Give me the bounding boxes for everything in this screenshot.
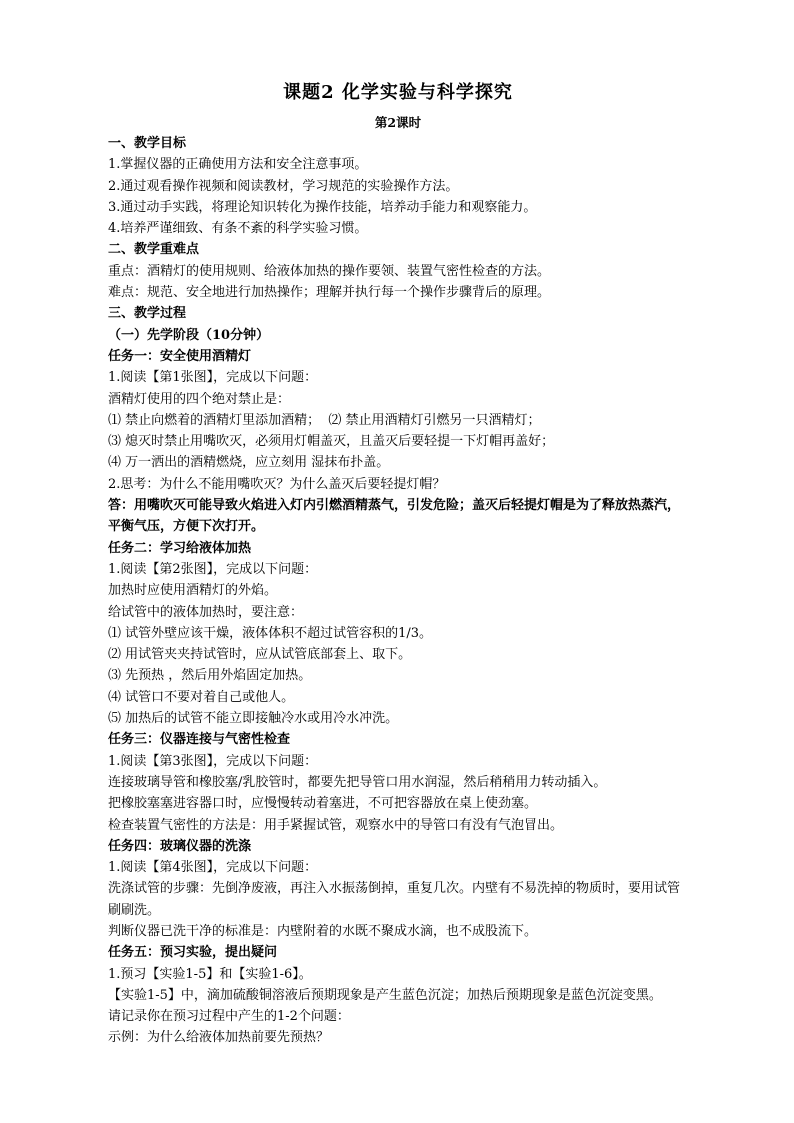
task3-read: 1.阅读【第3张图】，完成以下问题： [108, 753, 318, 769]
task5-expectation: 【实验1-5】中，滴加硫酸铜溶液后预期现象是产生蓝色沉淀；加热后预期现象是蓝色沉淀变黑。 [108, 987, 662, 1003]
task2-item: ⑵ 用试管夹夹持试管时，应从试管底部套上、取下。 [108, 647, 412, 663]
task1-item4: ⑷ 万一洒出的酒精燃烧，应立刻用 湿抹布扑盖。 [108, 455, 390, 471]
goal-item: 3.通过动手实践，将理论知识转化为操作技能，培养动手能力和观察能力。 [108, 199, 537, 215]
section-heading-goals: 一、教学目标 [108, 136, 187, 151]
section-heading-process: 三、教学过程 [108, 306, 187, 322]
task5-heading: 任务五：预习实验，提出疑问 [108, 945, 278, 961]
task1-item2: ⑵ 禁止用酒精灯引燃另一只酒精灯； [328, 412, 541, 428]
task4-criterion: 判断仪器已洗干净的标准是：内壁附着的水既不聚成水滴，也不成股流下。 [108, 923, 538, 939]
task2-item: ⑴ 试管外壁应该干燥，液体体积不超过试管容积的1/3。 [108, 625, 433, 641]
task1-item1: ⑴ 禁止向燃着的酒精灯里添加酒精； [108, 412, 321, 428]
task4-steps: 洗涤试管的步骤：先倒净废液，再注入水振荡倒掉，重复几次。内壁有不易洗掉的物质时，要用试管刷刷洗。 [108, 881, 681, 918]
goal-item: 2.通过观看操作视频和阅读教材，学习规范的实验操作方法。 [108, 178, 459, 194]
task1-answer: 答：用嘴吹灭可能导致火焰进入灯内引燃酒精蒸气，引发危险；盖灭后轻提灯帽是为了释放热蒸汽，平衡气压，方便下次打开。 [108, 498, 681, 535]
task3-line: 把橡胶塞塞进容器口时，应慢慢转动着塞进，不可把容器放在桌上使劲塞。 [108, 796, 538, 812]
stage-heading: （一）先学阶段（10分钟） [108, 327, 270, 343]
difficult-point: 难点：规范、安全地进行加热操作；理解并执行每一个操作步骤背后的原理。 [108, 285, 551, 301]
task5-example: 示例：为什么给液体加热前要先预热？ [108, 1030, 330, 1046]
task4-read: 1.阅读【第4张图】，完成以下问题： [108, 860, 318, 876]
task4-heading: 任务四：玻璃仪器的洗涤 [108, 838, 252, 854]
task5-preview: 1.预习【实验1-5】和【实验1-6】。 [108, 966, 312, 982]
page-title: 课题2 化学实验与科学探究 [283, 82, 513, 103]
task2-flame: 加热时应使用酒精灯的外焰。 [108, 583, 278, 599]
task1-intro: 酒精灯使用的四个绝对禁止是： [108, 391, 291, 407]
task1-items-row [108, 410, 688, 431]
goal-item: 1.掌握仪器的正确使用方法和安全注意事项。 [108, 157, 368, 173]
page-subtitle: 第2课时 [374, 115, 422, 130]
task1-read: 1.阅读【第1张图】，完成以下问题： [108, 370, 318, 386]
section-heading-keypoints: 二、教学重难点 [108, 242, 200, 258]
goal-item: 4.培养严谨细致、有条不紊的科学实验习惯。 [108, 221, 368, 237]
task3-line: 检查装置气密性的方法是：用手紧握试管，观察水中的导管口有没有气泡冒出。 [108, 817, 564, 833]
task2-heading: 任务二：学习给液体加热 [108, 540, 252, 556]
document-page [108, 80, 688, 1049]
task1-item3: ⑶ 熄灭时禁止用嘴吹灭，必须用灯帽盖灭，且盖灭后要轻提一下灯帽再盖好； [108, 434, 555, 450]
task2-read: 1.阅读【第2张图】，完成以下问题： [108, 561, 318, 577]
task2-item: ⑷ 试管口不要对着自己或他人。 [108, 689, 295, 705]
task3-heading: 任务三：仪器连接与气密性检查 [108, 732, 291, 748]
task2-item: ⑶ 先预热 ，然后用外焰固定加热。 [108, 668, 312, 684]
key-point: 重点：酒精灯的使用规则、给液体加热的操作要领、装置气密性检查的方法。 [108, 263, 551, 279]
task2-item: ⑸ 加热后的试管不能立即接触冷水或用冷水冲洗。 [108, 711, 399, 727]
task1-question: 2.思考：为什么不能用嘴吹灭？为什么盖灭后要轻提灯帽？ [108, 476, 446, 492]
task2-intro: 给试管中的液体加热时，要注意： [108, 604, 304, 620]
task3-line: 连接玻璃导管和橡胶塞/乳胶管时，都要先把导管口用水润湿，然后稍稍用力转动插入。 [108, 774, 607, 790]
task1-heading: 任务一：安全使用酒精灯 [108, 348, 252, 364]
task5-prompt: 请记录你在预习过程中产生的1-2个问题： [108, 1009, 350, 1025]
